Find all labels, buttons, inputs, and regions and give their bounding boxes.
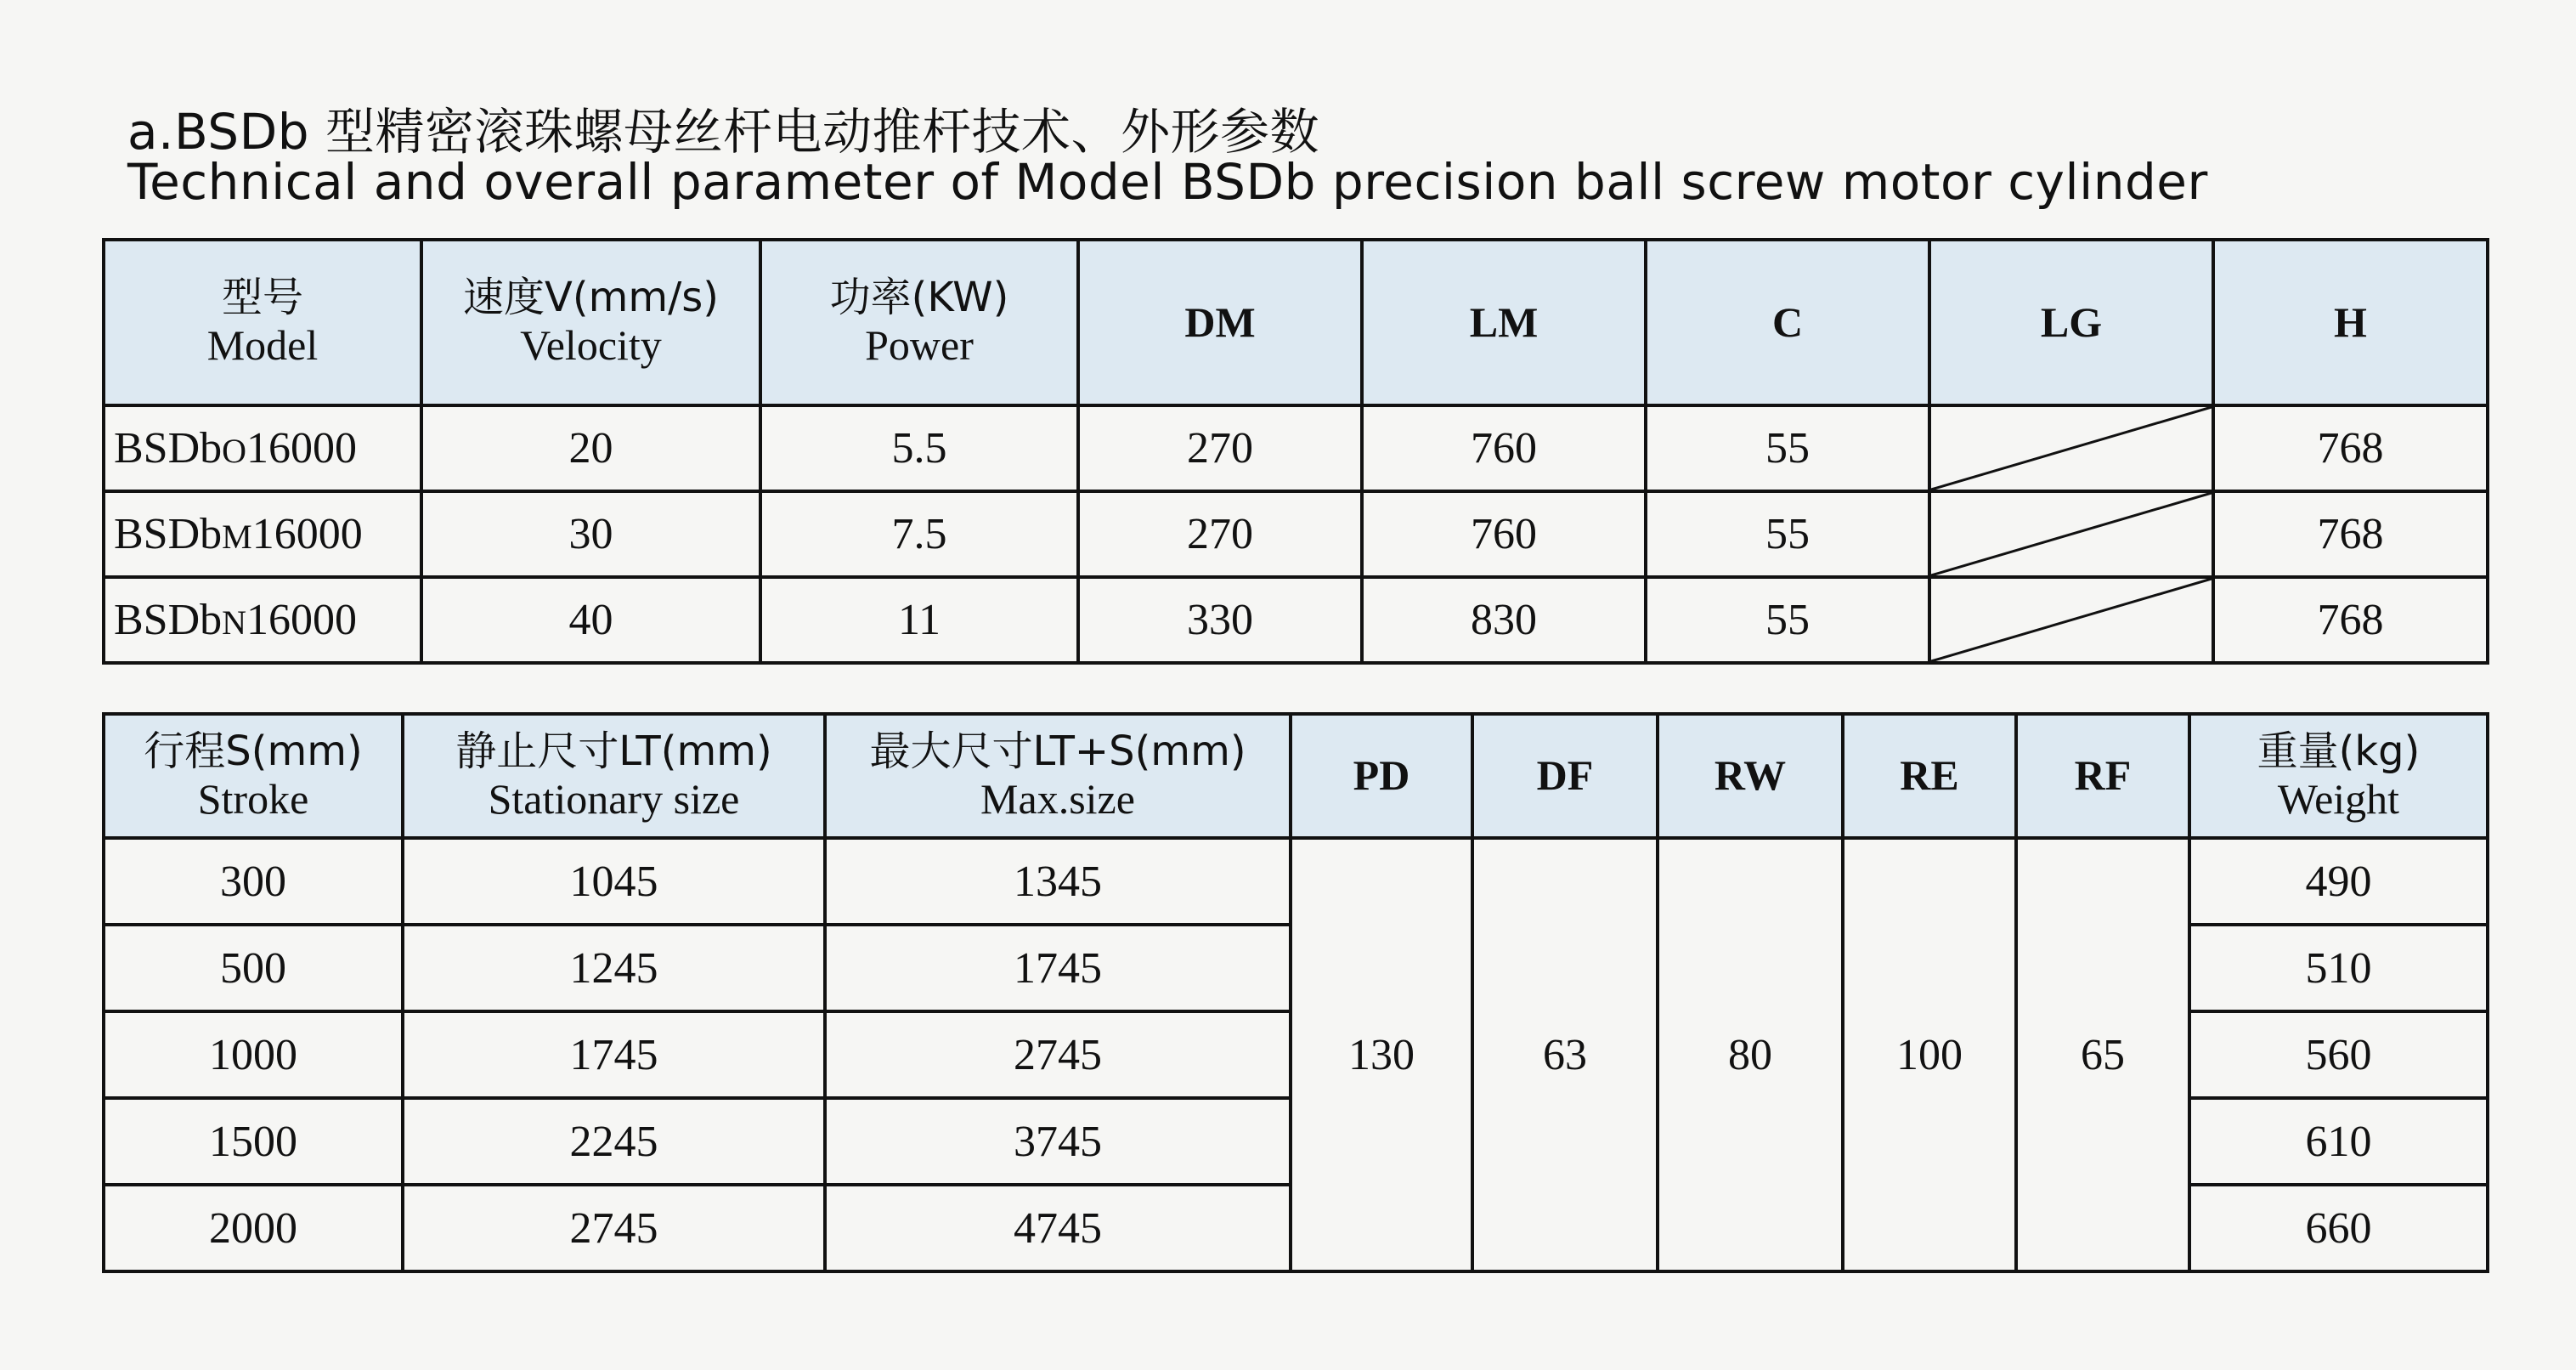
model-sub: N [222,603,247,642]
weight-cell: 490 [2189,838,2488,925]
stationary-cell: 1045 [403,838,825,925]
table-row [104,491,2488,577]
lm-cell: 760 [1362,405,1646,491]
c-cell: 55 [1646,491,1929,577]
header-stroke [104,714,403,838]
header-rw: RW [1658,714,1843,838]
model-sub: O [222,432,247,470]
header-velocity [421,240,760,405]
header-weight-en: Weight [2277,774,2400,823]
rw-cell: 80 [1658,838,1843,1271]
header-weight [2189,714,2488,838]
model-cell [104,577,421,663]
header-stroke-en: Stroke [197,774,309,823]
stationary-cell: 2745 [403,1185,825,1271]
velocity-cell: 40 [421,577,760,663]
header-max-size-en: Max.size [980,774,1135,823]
header-velocity-en: Velocity [520,321,662,370]
stationary-cell: 1245 [403,925,825,1011]
header-model-en: Model [206,321,319,370]
weight-cell: 510 [2189,925,2488,1011]
max-size-cell: 2745 [825,1011,1291,1098]
lg-cell-empty [1929,405,2213,491]
technical-parameter-table [102,238,2489,665]
overall-parameter-table [102,712,2489,1273]
header-power-cn: 功率(KW) [829,274,1009,322]
model-sub: M [222,518,252,556]
re-cell: 100 [1843,838,2016,1271]
model-prefix: BSDb [114,424,223,473]
c-cell: 55 [1646,405,1929,491]
stroke-cell: 1000 [104,1011,403,1098]
max-size-cell: 3745 [825,1098,1291,1185]
stroke-cell: 300 [104,838,403,925]
stationary-cell: 2245 [403,1098,825,1185]
model-num: 16000 [251,510,363,558]
lg-cell-empty [1929,491,2213,577]
header-model-cn: 型号 [221,274,303,322]
stroke-cell: 2000 [104,1185,403,1271]
header-rf: RF [2016,714,2189,838]
c-cell: 55 [1646,577,1929,663]
stroke-cell: 1500 [104,1098,403,1185]
h-cell: 768 [2213,577,2488,663]
lg-cell-empty [1929,577,2213,663]
power-cell: 7.5 [760,491,1078,577]
header-velocity-cn: 速度V(mm/s) [463,274,719,322]
weight-cell: 610 [2189,1098,2488,1185]
header-df: DF [1472,714,1658,838]
df-cell: 63 [1472,838,1658,1271]
h-cell: 768 [2213,405,2488,491]
max-size-cell: 1745 [825,925,1291,1011]
model-cell [104,405,421,491]
header-lg: LG [1929,240,2213,405]
header-power [760,240,1078,405]
model-num: 16000 [246,596,358,644]
model-prefix: BSDb [114,596,223,644]
table-row [104,838,2488,925]
pd-cell: 130 [1291,838,1472,1271]
header-dm: DM [1078,240,1362,405]
dm-cell: 330 [1078,577,1362,663]
header-stationary [403,714,825,838]
header-pd: PD [1291,714,1472,838]
header-stationary-cn: 静止尺寸LT(mm) [455,727,772,775]
dm-cell: 270 [1078,491,1362,577]
header-max-size-cn: 最大尺寸LT+S(mm) [869,727,1246,775]
model-prefix: BSDb [114,510,223,558]
rf-cell: 65 [2016,838,2189,1271]
diagonal-line [1931,579,2212,661]
header-stationary-en: Stationary size [488,774,740,823]
weight-cell: 660 [2189,1185,2488,1271]
header-power-en: Power [865,321,974,370]
header-max-size [825,714,1291,838]
lm-cell: 760 [1362,491,1646,577]
header-h: H [2213,240,2488,405]
velocity-cell: 20 [421,405,760,491]
table1-header-row [104,240,2488,405]
model-num: 16000 [246,424,358,473]
model-cell [104,491,421,577]
weight-cell: 560 [2189,1011,2488,1098]
lm-cell: 830 [1362,577,1646,663]
stationary-cell: 1745 [403,1011,825,1098]
max-size-cell: 4745 [825,1185,1291,1271]
table2-header-row [104,714,2488,838]
table-row [104,577,2488,663]
header-re: RE [1843,714,2016,838]
h-cell: 768 [2213,491,2488,577]
header-c: C [1646,240,1929,405]
dm-cell: 270 [1078,405,1362,491]
velocity-cell: 30 [421,491,760,577]
header-model [104,240,421,405]
power-cell: 5.5 [760,405,1078,491]
max-size-cell: 1345 [825,838,1291,925]
table-row [104,405,2488,491]
header-lm: LM [1362,240,1646,405]
header-weight-cn: 重量(kg) [2257,727,2421,775]
diagonal-line [1931,407,2212,490]
stroke-cell: 500 [104,925,403,1011]
power-cell: 11 [760,577,1078,663]
title-chinese: a.BSDb 型精密滚珠螺母丝杆电动推杆技术、外形参数 [127,103,1319,161]
header-stroke-cn: 行程S(mm) [144,727,363,775]
diagonal-line [1931,493,2212,575]
title-english: Technical and overall parameter of Model BSDb precision ball screw motor cylinder [127,153,2208,211]
